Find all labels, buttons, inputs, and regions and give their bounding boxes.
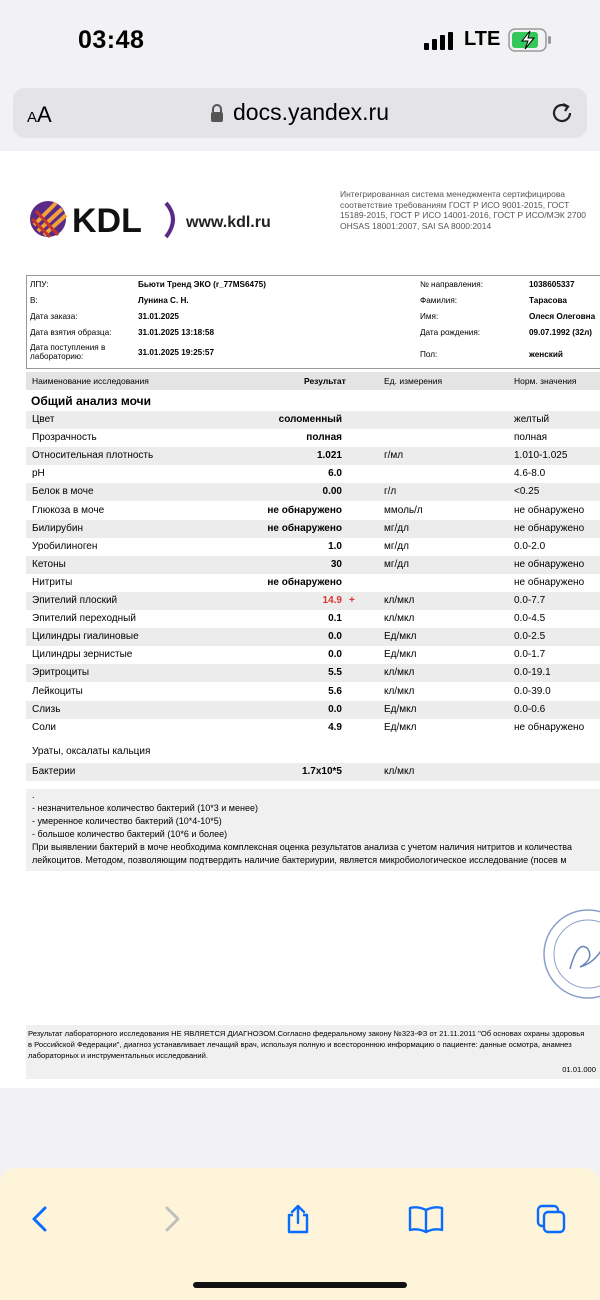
address-bar[interactable] bbox=[13, 88, 587, 138]
lock-icon bbox=[209, 103, 225, 123]
home-indicator bbox=[193, 1282, 407, 1288]
test-norm: 0.0-1.7 bbox=[514, 649, 546, 661]
test-norm: 0.0-19.1 bbox=[514, 667, 551, 679]
test-result: не обнаружено bbox=[267, 522, 342, 534]
reload-icon[interactable] bbox=[549, 100, 575, 126]
test-norm: не обнаружено bbox=[514, 504, 585, 516]
form-code: 01.01.000 bbox=[562, 1065, 596, 1074]
abnormal-flag: + bbox=[349, 595, 355, 606]
test-name: Белок в моче bbox=[32, 486, 94, 498]
test-norm: 0.0-2.5 bbox=[514, 631, 546, 643]
bacteria-row: Бактерии 1.7x10*5 кл/мкл bbox=[26, 763, 600, 781]
test-norm: не обнаружено bbox=[514, 721, 585, 733]
test-norm: полная bbox=[514, 432, 548, 444]
table-row bbox=[26, 538, 600, 556]
network-type: LTE bbox=[464, 28, 501, 50]
test-result: не обнаружено bbox=[267, 576, 342, 588]
test-unit: мг/дл bbox=[384, 558, 409, 570]
test-name: Слизь bbox=[32, 703, 61, 715]
test-name: Кетоны bbox=[32, 558, 66, 570]
table-row bbox=[26, 683, 600, 701]
logo-brand: KDL bbox=[72, 202, 142, 240]
table-row bbox=[26, 719, 600, 737]
status-bar bbox=[0, 0, 600, 80]
table-row bbox=[26, 574, 600, 592]
test-result: 0.00 bbox=[322, 486, 342, 498]
salts-note-row: Ураты, оксалаты кальция bbox=[32, 746, 151, 757]
test-result: 0.0 bbox=[328, 649, 342, 661]
test-unit: г/л bbox=[384, 486, 397, 498]
test-name: Цилиндры гиалиновые bbox=[32, 631, 139, 643]
test-result: 0.1 bbox=[328, 613, 342, 625]
table-row bbox=[26, 610, 600, 628]
test-unit: Ед/мкл bbox=[384, 631, 417, 643]
test-norm: 4.6-8.0 bbox=[514, 468, 546, 480]
test-result: соломенный bbox=[278, 414, 342, 425]
lab-stamp bbox=[540, 909, 600, 999]
table-row bbox=[26, 664, 600, 682]
table-row bbox=[26, 646, 600, 664]
table-row bbox=[26, 701, 600, 719]
table-row bbox=[26, 556, 600, 574]
test-result: 14.9 bbox=[322, 595, 342, 606]
test-result: 6.0 bbox=[328, 468, 342, 480]
test-name: Эритроциты bbox=[32, 667, 90, 679]
reader-settings-button[interactable]: AA bbox=[27, 102, 52, 127]
test-unit: ммоль/л bbox=[384, 504, 423, 516]
test-unit: Ед/мкл bbox=[384, 721, 417, 733]
test-norm: <0.25 bbox=[514, 486, 540, 498]
test-norm: 0.0-4.5 bbox=[514, 613, 546, 625]
test-result: 0.0 bbox=[328, 703, 342, 715]
document-page bbox=[0, 151, 600, 1088]
chevron-left-icon[interactable] bbox=[26, 1204, 56, 1234]
test-unit: кл/мкл bbox=[384, 613, 415, 625]
table-row bbox=[26, 429, 600, 447]
table-row bbox=[26, 502, 600, 520]
test-norm: 0.0-0.6 bbox=[514, 703, 546, 715]
test-name: Соли bbox=[32, 721, 56, 733]
table-row bbox=[26, 465, 600, 483]
test-norm: не обнаружено bbox=[514, 558, 585, 570]
tabs-icon[interactable] bbox=[536, 1204, 566, 1234]
section-title: Общий анализ мочи bbox=[31, 394, 151, 408]
signal-icon bbox=[424, 32, 456, 50]
test-name: Относительная плотность bbox=[32, 450, 154, 462]
test-result: 5.5 bbox=[328, 667, 342, 679]
test-norm: 0.0-2.0 bbox=[514, 540, 546, 552]
table-row bbox=[26, 520, 600, 538]
table-row bbox=[26, 592, 600, 610]
test-unit: кл/мкл bbox=[384, 685, 415, 697]
test-result: 1.021 bbox=[316, 450, 342, 462]
test-name: Прозрачность bbox=[32, 432, 97, 444]
table-row bbox=[26, 447, 600, 465]
url-text[interactable]: docs.yandex.ru bbox=[233, 99, 389, 125]
results-table-header: Наименование исследования Результат Ед. измерения Норм. значения bbox=[26, 372, 600, 390]
test-norm: 0.0-7.7 bbox=[514, 595, 546, 606]
test-unit: г/мл bbox=[384, 450, 404, 462]
share-icon[interactable] bbox=[283, 1204, 313, 1234]
test-norm: не обнаружено bbox=[514, 522, 585, 534]
test-result: полная bbox=[306, 432, 342, 444]
test-unit: кл/мкл bbox=[384, 667, 415, 679]
disclaimer-footer: Результат лабораторного исследования НЕ ЯВЛЯЕТСЯ ДИАГНОЗОМ.Согласно федеральному закону №323-ФЗ от 21.11.2011 "Об основах охраны здоровья в Российской Федерации", диагноз устанавливает лечащий врач, используя полную и всестороннюю информацию о пациенте: данные осмотра, анамнез лабораторных и инструментальных исследований. 01.01.000 bbox=[26, 1025, 600, 1079]
test-result: не обнаружено bbox=[267, 504, 342, 516]
test-result: 5.6 bbox=[328, 685, 342, 697]
bacteria-notes: . - незначительное количество бактерий (10*3 и менее) - умеренное количество бактерий (10*4-10*5) - большое количество бактерий (10*6 и более) При выявлении бактерий в моче необходима комплексная оценка результатов анализа с учетом наличия нитритов и количества лейкоцитов. Методом, позволяющим подтвердить наличие бактериурии, является микробиологическое исследование (посев м bbox=[26, 789, 600, 871]
certification-text: Интегрированная система менеджмента сертифицирова соответствие требованиям ГОСТ Р ИСО 9001-2015, ГОСТ 15189-2015, ГОСТ Р ИСО 14001-2016, ГОСТ Р ИСО/МЭК 2700 OHSAS 18001:2007, SAI SA 8000:2014 bbox=[340, 189, 587, 231]
table-row bbox=[26, 411, 600, 429]
test-name: Цвет bbox=[32, 414, 55, 425]
test-norm: не обнаружено bbox=[514, 576, 585, 588]
test-name: Уробилиноген bbox=[32, 540, 98, 552]
test-result: 1.0 bbox=[328, 540, 342, 552]
test-name: Глюкоза в моче bbox=[32, 504, 105, 516]
test-unit: мг/дл bbox=[384, 522, 409, 534]
clock: 03:48 bbox=[78, 26, 145, 54]
chevron-right-icon[interactable] bbox=[156, 1204, 186, 1234]
patient-info-block: ЛПУ: Бьюти Тренд ЭКО (r_77MS6475) В: Лунина С. Н. Дата заказа: 31.01.2025 Дата взятия образца: 31.01.2025 13:18:58 Дата поступления в лабораторию: 31.01.2025 19:25:57 № направления: 1038605337 Фамилия: Тарасова Имя: Олеся Олеговна Дата рождения: 09.07.1992 (32л) Пол: женский bbox=[26, 275, 600, 369]
table-row bbox=[26, 628, 600, 646]
test-name: Эпителий переходный bbox=[32, 613, 136, 625]
kdl-logo bbox=[28, 195, 288, 245]
test-unit: кл/мкл bbox=[384, 595, 415, 606]
test-result: 4.9 bbox=[328, 721, 342, 733]
test-name: Лейкоциты bbox=[32, 685, 83, 697]
test-result: 0.0 bbox=[328, 631, 342, 643]
browser-toolbar bbox=[0, 1168, 600, 1300]
test-name: Билирубин bbox=[32, 522, 83, 534]
test-unit: Ед/мкл bbox=[384, 649, 417, 661]
test-unit: мг/дл bbox=[384, 540, 409, 552]
test-name: Цилиндры зернистые bbox=[32, 649, 133, 661]
battery-charging-icon bbox=[508, 28, 552, 52]
test-unit: Ед/мкл bbox=[384, 703, 417, 715]
table-row bbox=[26, 483, 600, 501]
bookmarks-icon[interactable] bbox=[408, 1204, 444, 1234]
test-norm: 1.010-1.025 bbox=[514, 450, 568, 462]
logo-site: www.kdl.ru bbox=[186, 214, 271, 231]
test-name: Эпителий плоский bbox=[32, 595, 118, 606]
test-norm: желтый bbox=[514, 414, 550, 425]
test-result: 30 bbox=[330, 558, 342, 570]
test-name: Нитриты bbox=[32, 576, 73, 588]
test-norm: 0.0-39.0 bbox=[514, 685, 551, 697]
test-name: pH bbox=[32, 468, 45, 480]
